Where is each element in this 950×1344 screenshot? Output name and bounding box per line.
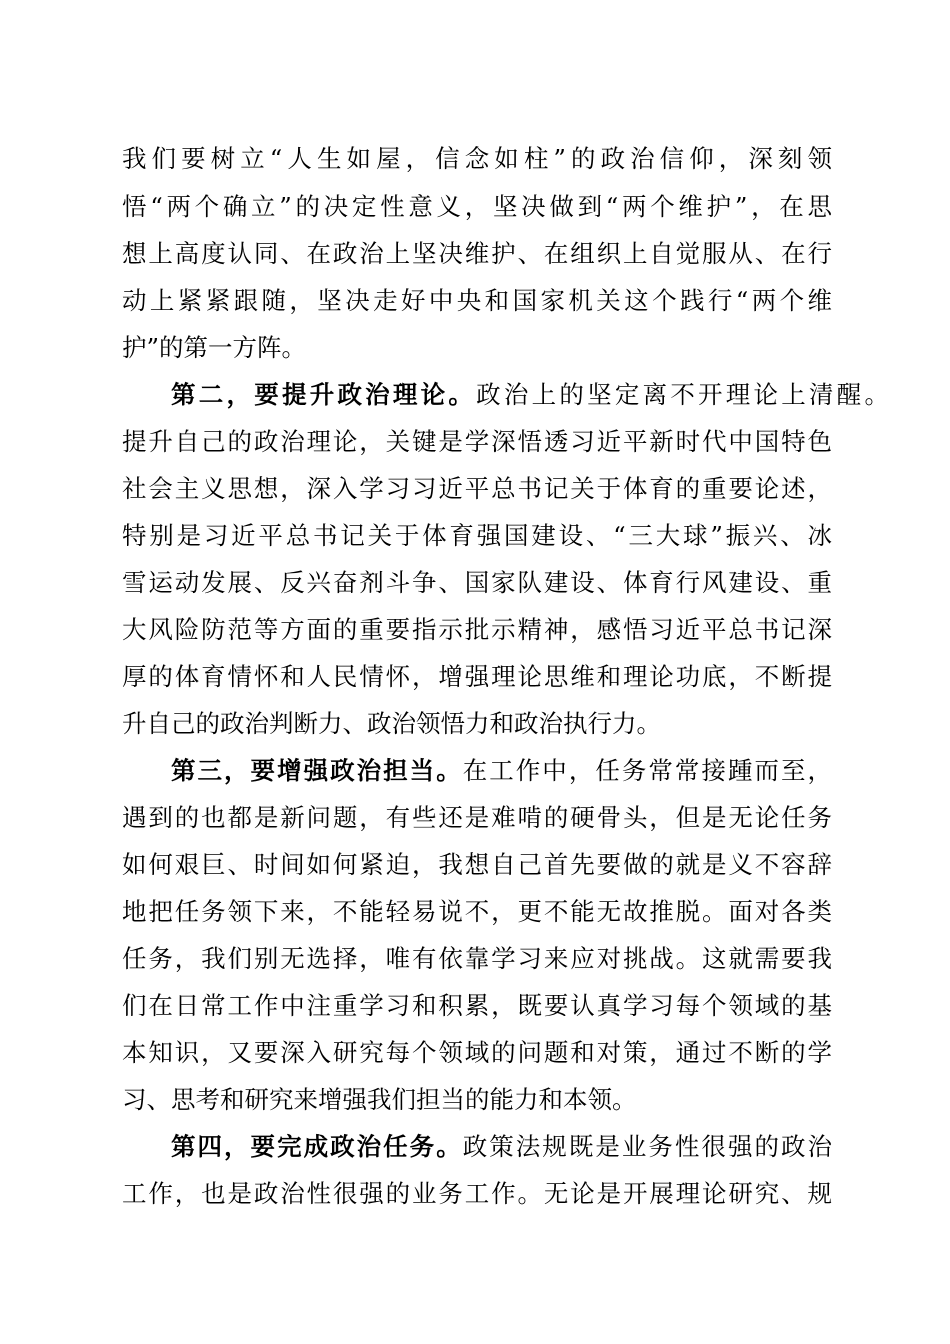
paragraph3-line: 遇到的也都是新问题，有些还是难啃的硬骨头，但是无论任务 xyxy=(122,803,832,832)
paragraph4-first-line xyxy=(171,1132,832,1162)
paragraph2-line: 升自己的政治判断力、政治领悟力和政治执行力。 xyxy=(122,709,661,738)
paragraph3-first-line xyxy=(171,756,832,786)
paragraph1-line: 我们要树立“人生如屋，信念如柱”的政治信仰，深刻领 xyxy=(122,144,832,173)
paragraph2-line: 厚的体育情怀和人民情怀，增强理论思维和理论功底，不断提 xyxy=(122,662,832,691)
paragraph4-first-line-text: 政策法规既是业务性很强的政治 xyxy=(462,1132,833,1161)
paragraph2-line: 社会主义思想，深入学习习近平总书记关于体育的重要论述， xyxy=(122,474,832,503)
paragraph2-line: 特别是习近平总书记关于体育强国建设、“三大球”振兴、冰 xyxy=(122,521,832,550)
paragraph1-line: 动上紧紧跟随，坚决走好中央和国家机关这个践行“两个维 xyxy=(122,286,832,315)
paragraph3-line: 本知识，又要深入研究每个领域的问题和对策，通过不断的学 xyxy=(122,1038,832,1067)
paragraph3-line: 们在日常工作中注重学习和积累，既要认真学习每个领域的基 xyxy=(122,991,832,1020)
paragraph3-line: 习、思考和研究来增强我们担当的能力和本领。 xyxy=(122,1085,637,1114)
paragraph4-line: 工作，也是政治性很强的业务工作。无论是开展理论研究、规 xyxy=(122,1179,832,1208)
paragraph4-heading: 第四，要完成政治任务。 xyxy=(171,1132,463,1161)
paragraph3-line: 地把任务领下来，不能轻易说不，更不能无故推脱。面对各类 xyxy=(122,897,832,926)
paragraph2-line: 提升自己的政治理论，关键是学深悟透习近平新时代中国特色 xyxy=(122,427,832,456)
paragraph3-heading: 第三，要增强政治担当。 xyxy=(171,756,463,785)
paragraph2-line: 雪运动发展、反兴奋剂斗争、国家队建设、体育行风建设、重 xyxy=(122,568,832,597)
paragraph3-first-line-text: 在工作中，任务常常接踵而至， xyxy=(462,756,833,785)
paragraph1-line: 想上高度认同、在政治上坚决维护、在组织上自觉服从、在行 xyxy=(122,239,832,268)
paragraph1-line: 悟“两个确立”的决定性意义，坚决做到“两个维护”，在思 xyxy=(122,192,832,221)
paragraph3-line: 任务，我们别无选择，唯有依靠学习来应对挑战。这就需要我 xyxy=(122,944,832,973)
paragraph2-line: 大风险防范等方面的重要指示批示精神，感悟习近平总书记深 xyxy=(122,615,832,644)
paragraph2-first-line-text: 政治上的坚定离不开理论上清醒。 xyxy=(476,380,889,409)
paragraph2-heading: 第二，要提升政治理论。 xyxy=(171,380,477,409)
paragraph1-line: 护”的第一方阵。 xyxy=(122,333,307,362)
paragraph2-first-line xyxy=(171,380,889,410)
paragraph3-line: 如何艰巨、时间如何紧迫，我想自己首先要做的就是义不容辞 xyxy=(122,850,832,879)
